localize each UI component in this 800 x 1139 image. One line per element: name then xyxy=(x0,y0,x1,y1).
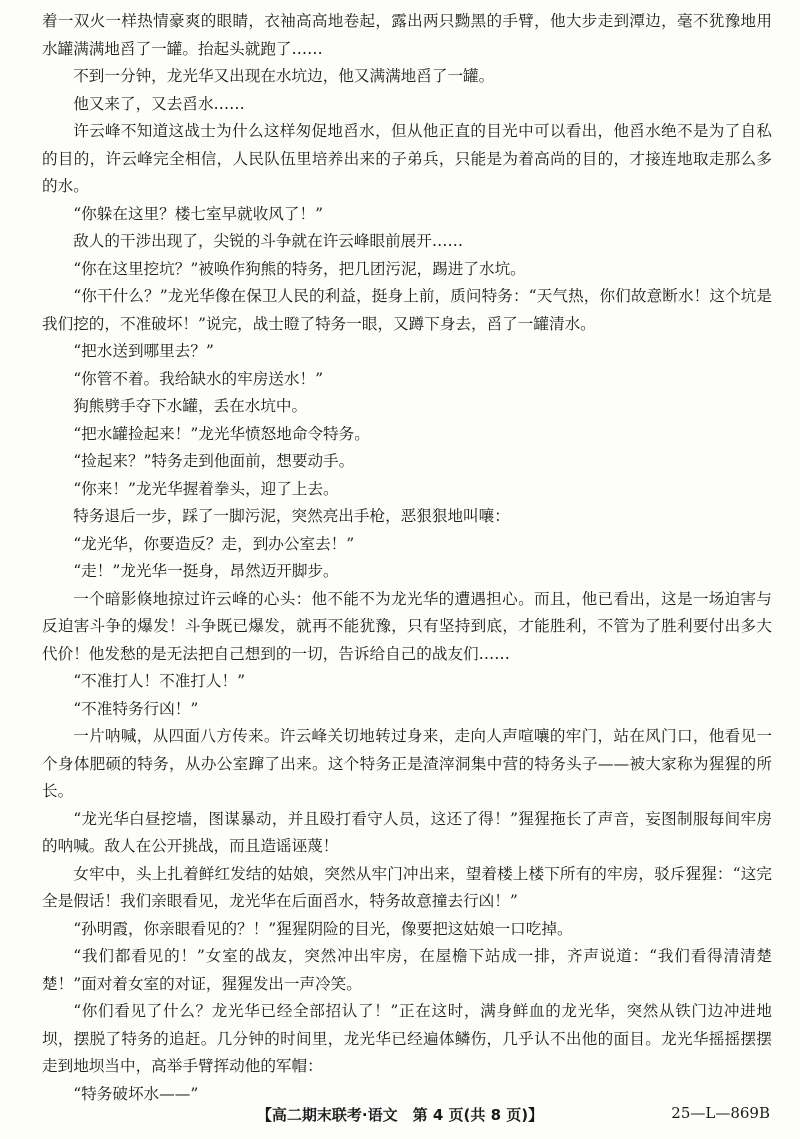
paragraph: “龙光华白昼挖墙，图谋暴动，并且殴打看守人员，这还了得！”猩猩拖长了声音，妄图制服每间牢房的呐喊。敌人在公开挑战，而且造谣诬蔑！ xyxy=(42,809,772,855)
paragraph: “把水罐捡起来！”龙光华愤怒地命令特务。 xyxy=(73,424,370,443)
paragraph: “你躲在这里？楼七室早就收风了！” xyxy=(73,204,324,223)
paragraph: “把水送到哪里去？” xyxy=(73,342,214,360)
paragraph: 一片呐喊，从四面八方传来。许云峰关切地转过身来，走向人声喧嚷的牢门，站在风门口，他看见一个身体肥硕的特务，从办公室蹿了出来。这个特务正是渣滓洞集中营的特务头子——被大家称为猩猩的所长。 xyxy=(42,727,772,800)
paragraph: 狗熊劈手夺下水罐，丢在水坑中。 xyxy=(73,397,308,415)
paragraph: “不准特务行凶！” xyxy=(73,699,199,718)
page-footer xyxy=(0,1104,800,1130)
paragraph: “你在这里挖坑？”被唤作狗熊的特务，把几团污泥，踢进了水坑。 xyxy=(73,259,526,278)
paragraph: “你管不着。我给缺水的牢房送水！” xyxy=(73,369,324,388)
paragraph: 敌人的干涉出现了，尖锐的斗争就在许云峰眼前展开…… xyxy=(73,232,464,250)
paragraph: “我们都看见的！”女室的战友，突然冲出牢房，在屋檐下站成一排，齐声说道：“我们看得清清楚楚！”面对着女室的对证，猩猩发出一声冷笑。 xyxy=(42,947,772,993)
paragraph: “捡起来？”特务走到他面前，想要动手。 xyxy=(73,452,355,470)
document-body xyxy=(42,8,772,1108)
paragraph: “你来！”龙光华握着拳头，迎了上去。 xyxy=(73,479,339,498)
paragraph: “你们看见了什么？龙光华已经全部招认了！”正在这时，满身鲜血的龙光华，突然从铁门边冲进地坝，摆脱了特务的追赶。几分钟的时间里，龙光华已经遍体鳞伤，几乎认不出他的面目。龙光华摇摇摆摆走到地坝当中，高举手臂挥动他的军帽： xyxy=(42,1002,772,1075)
paragraph: 不到一分钟，龙光华又出现在水坑边，他又满满地舀了一罐。 xyxy=(73,67,495,85)
paragraph: “孙明霞，你亲眼看见的？！”猩猩阴险的目光，像要把这姑娘一口吃掉。 xyxy=(73,919,573,938)
footer-page-info: 【高二期末联考·语文 第 4 页(共 8 页)】 xyxy=(256,1106,544,1124)
paragraph: “你干什么？”龙光华像在保卫人民的利益，挺身上前，质问特务：“天气热，你们故意断水！这个坑是我们挖的，不准破坏！”说完，战士瞪了特务一眼，又蹲下身去，舀了一罐清水。 xyxy=(42,287,772,333)
paragraph: “走！”龙光华一挺身，昂然迈开脚步。 xyxy=(73,562,339,580)
paragraph: 他又来了，又去舀水…… xyxy=(73,94,245,113)
paragraph: 女牢中，头上扎着鲜红发结的姑娘，突然从牢门冲出来，望着楼上楼下所有的牢房，驳斥猩猩：“这完全是假话！我们亲眼看见，龙光华在后面舀水，特务故意撞去行凶！” xyxy=(42,864,772,910)
paragraph: 一个暗影倏地掠过许云峰的心头：他不能不为龙光华的遭遇担心。而且，他已看出，这是一场迫害与反迫害斗争的爆发！斗争既已爆发，就再不能犹豫，只有坚持到底，才能胜利，不管为了胜利要付出多大代价！他发愁的是无法把自己想到的一切，告诉给自己的战友们…… xyxy=(42,589,772,663)
paragraph: 着一双火一样热情豪爽的眼睛，衣袖高高地卷起，露出两只黝黑的手臂，他大步走到潭边，毫不犹豫地用水罐满满地舀了一罐。抬起头就跑了…… xyxy=(42,12,772,58)
paragraph: 特务退后一步，踩了一脚污泥，突然亮出手枪，恶狠狠地叫嚷： xyxy=(73,507,510,525)
paragraph: 许云峰不知道这战士为什么这样匆促地舀水，但从他正直的目光中可以看出，他舀水绝不是为了自私的目的，许云峰完全相信，人民队伍里培养出来的子弟兵，只能是为着高尚的目的，才接连地取走那么多的水。 xyxy=(42,122,772,195)
paragraph: “不准打人！不准打人！” xyxy=(73,672,246,690)
footer-exam-code: 25—L—869B xyxy=(671,1104,770,1122)
paragraph: “特务破坏水——” xyxy=(73,1084,199,1103)
paragraph: “龙光华，你要造反？走，到办公室去！” xyxy=(73,534,355,553)
